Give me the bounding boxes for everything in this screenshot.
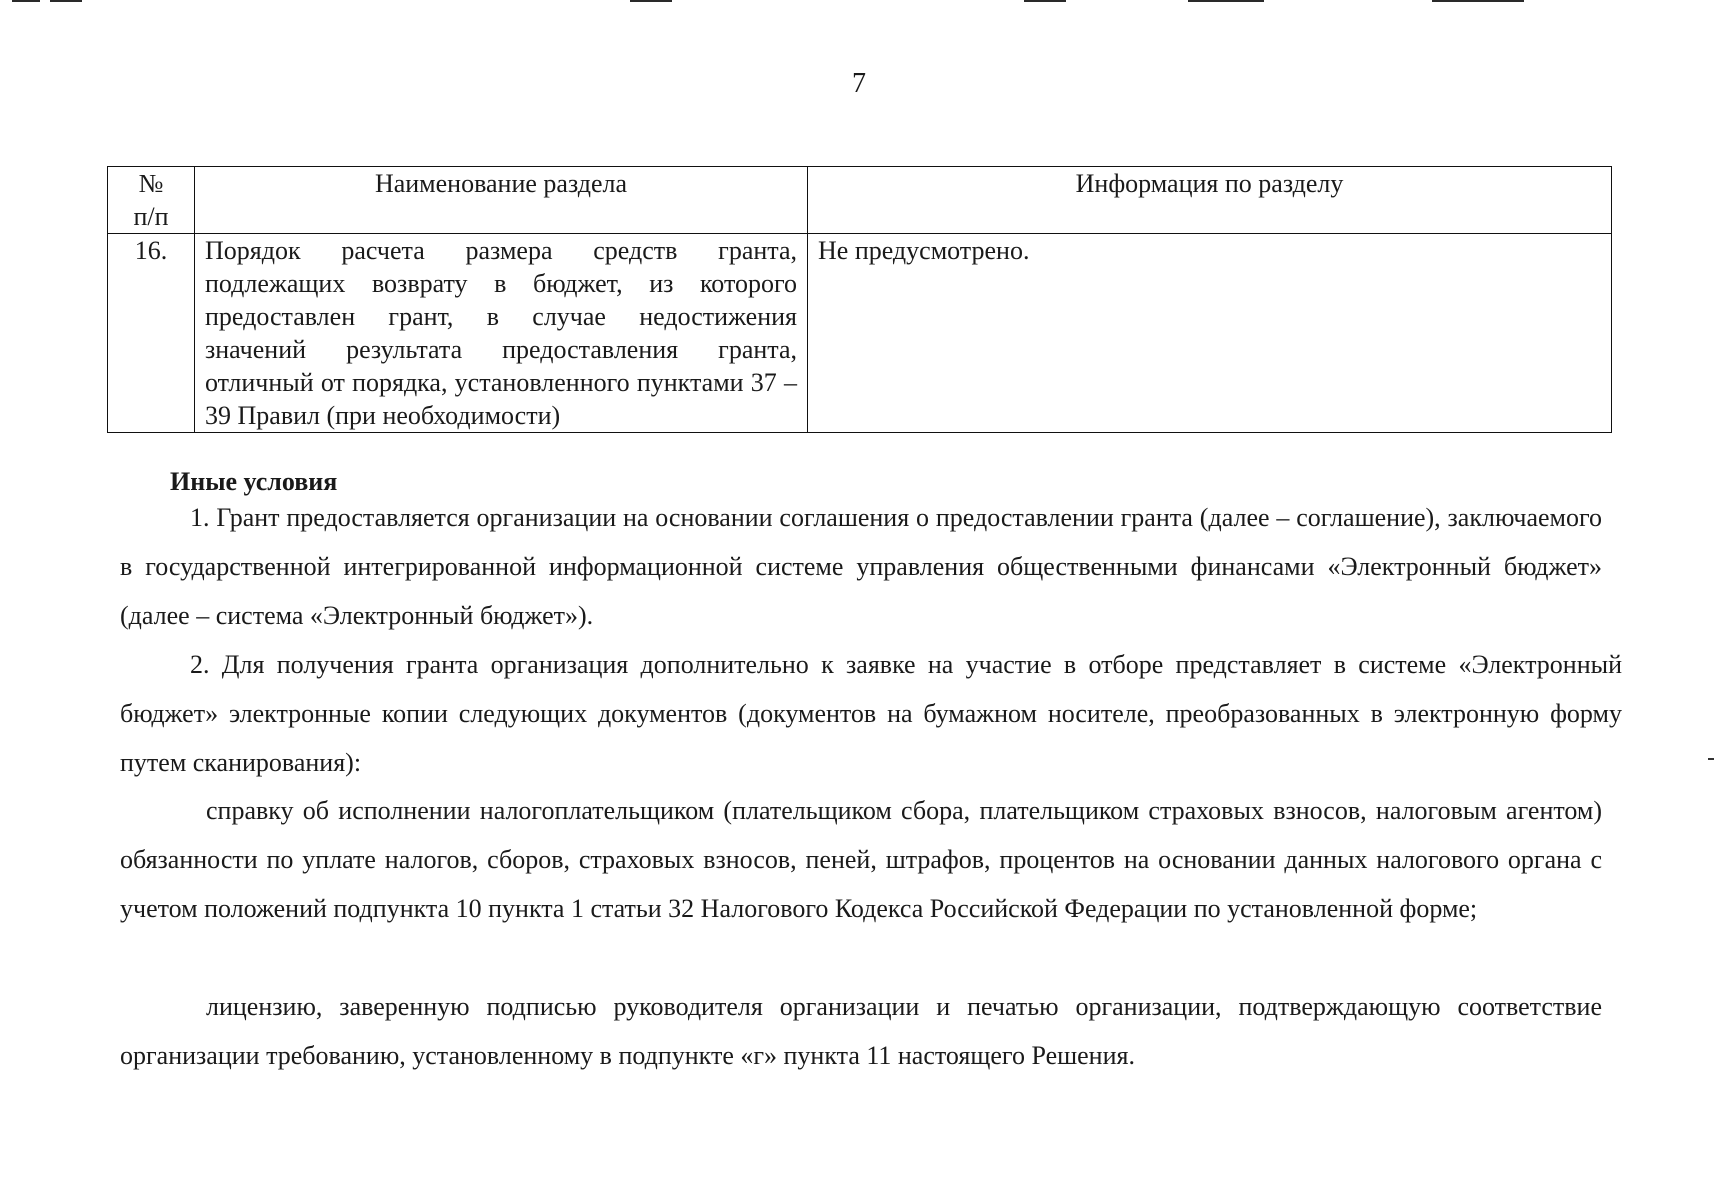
sections-table [107, 166, 1612, 433]
paragraph-3: справку об исполнении налогоплательщиком (плательщиком сбора, плательщиком страховых взносов, налоговым агентом) обязанности по уплате налогов, сборов, страховых взносов, пеней, штрафов, процентов на основании данных налогового органа с учетом положений подпункта 10 пункта 1 статьи 32 Налогового Кодекса Российской Федерации по установленной форме; [120, 796, 1602, 923]
row-name: Порядок расчета размера средств гранта, подлежащих возврату в бюджет, из которого предоставлен грант, в случае недостижения значений результата предоставления гранта, отличный от порядка, установленного пунктами 37 – 39 Правил (при необходимости) [195, 234, 808, 433]
table-row [108, 234, 1612, 433]
scan-artifact [1432, 0, 1524, 2]
row-num: 16. [108, 234, 195, 433]
scan-artifact [1024, 0, 1066, 2]
table-header-row [108, 167, 1612, 234]
scan-artifact [1708, 758, 1714, 760]
row-info: Не предусмотрено. [808, 234, 1612, 433]
section-title: Иные условия [170, 467, 338, 496]
header-info: Информация по разделу [808, 167, 1612, 234]
paragraph-2: 2. Для получения гранта организация дополнительно к заявке на участие в отборе представляет в системе «Электронный бюджет» электронные копии следующих документов (документов на бумажном носителе, преобразованных в электронную форму путем сканирования): [120, 650, 1622, 777]
page-number: 7 [852, 68, 866, 99]
scan-artifact [1188, 0, 1264, 2]
paragraph-4: лицензию, заверенную подписью руководителя организации и печатью организации, подтверждающую соответствие организации требованию, установленному в подпункте «г» пункта 11 настоящего Решения. [120, 992, 1602, 1070]
paragraph-1: 1. Грант предоставляется организации на основании соглашения о предоставлении гранта (далее – соглашение), заключаемого в государственной интегрированной информационной системе управления общественными финансами «Электронный бюджет» (далее – система «Электронный бюджет»). [120, 503, 1602, 630]
scan-artifact [12, 0, 40, 2]
header-name: Наименование раздела [195, 167, 808, 234]
scan-artifact [50, 0, 82, 2]
scan-artifact [630, 0, 672, 2]
header-num: № п/п [108, 167, 195, 234]
